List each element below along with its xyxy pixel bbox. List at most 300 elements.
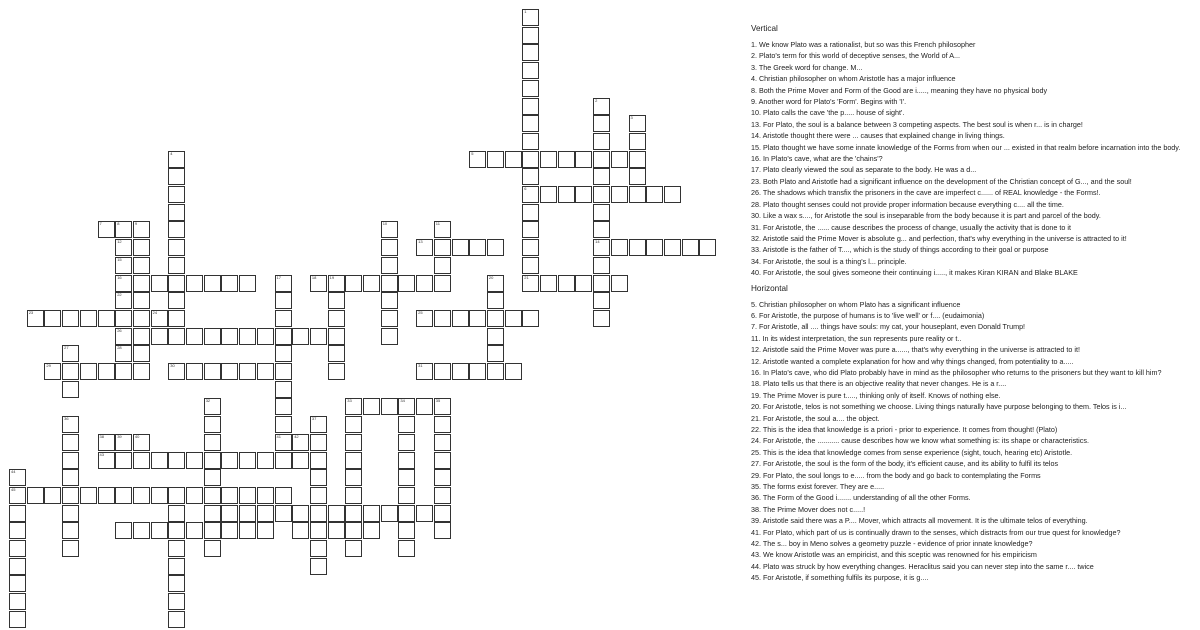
grid-cell[interactable] <box>292 452 309 469</box>
grid-cell[interactable] <box>363 505 380 522</box>
grid-cell[interactable] <box>115 345 132 362</box>
grid-cell[interactable] <box>62 434 79 451</box>
grid-cell[interactable] <box>257 452 274 469</box>
grid-cell[interactable] <box>593 310 610 327</box>
grid-cell[interactable] <box>416 239 433 256</box>
grid-cell[interactable] <box>434 275 451 292</box>
grid-cell[interactable] <box>398 522 415 539</box>
grid-cell[interactable] <box>611 151 628 168</box>
grid-cell[interactable] <box>27 310 44 327</box>
grid-cell[interactable] <box>168 221 185 238</box>
grid-cell[interactable] <box>381 398 398 415</box>
grid-cell[interactable] <box>469 151 486 168</box>
grid-cell[interactable] <box>204 275 221 292</box>
grid-cell[interactable] <box>310 275 327 292</box>
clue-item: 9. Another word for Plato's 'Form'. Begins with 'I'. <box>751 97 907 107</box>
grid-cell[interactable] <box>487 345 504 362</box>
grid-cell[interactable] <box>9 469 26 486</box>
grid-cell[interactable] <box>115 310 132 327</box>
grid-cell[interactable] <box>204 505 221 522</box>
grid-cell[interactable] <box>133 452 150 469</box>
grid-cell[interactable] <box>275 275 292 292</box>
grid-cell[interactable] <box>151 522 168 539</box>
grid-cell[interactable] <box>593 115 610 132</box>
grid-cell[interactable] <box>310 328 327 345</box>
grid-cell[interactable] <box>133 434 150 451</box>
grid-cell[interactable] <box>98 452 115 469</box>
clue-item: 5. Christian philosopher on whom Plato has a significant influence <box>751 299 961 309</box>
grid-cell[interactable] <box>328 275 345 292</box>
grid-cell[interactable] <box>505 151 522 168</box>
grid-cell[interactable] <box>275 310 292 327</box>
grid-cell[interactable] <box>558 151 575 168</box>
grid-cell[interactable] <box>168 363 185 380</box>
grid-cell[interactable] <box>522 275 539 292</box>
grid-cell[interactable] <box>44 310 61 327</box>
grid-cell[interactable] <box>310 505 327 522</box>
grid-cell[interactable] <box>115 328 132 345</box>
grid-cell[interactable] <box>310 469 327 486</box>
grid-cell[interactable] <box>115 257 132 274</box>
grid-cell[interactable] <box>292 522 309 539</box>
grid-cell[interactable] <box>62 416 79 433</box>
grid-cell[interactable] <box>80 310 97 327</box>
grid-cell[interactable] <box>593 186 610 203</box>
grid-cell[interactable] <box>115 452 132 469</box>
grid-cell[interactable] <box>505 363 522 380</box>
grid-cell[interactable] <box>310 522 327 539</box>
clue-number: 11 <box>435 221 440 227</box>
grid-cell[interactable] <box>168 204 185 221</box>
grid-cell[interactable] <box>398 275 415 292</box>
grid-cell[interactable] <box>133 239 150 256</box>
grid-cell[interactable] <box>9 575 26 592</box>
grid-cell[interactable] <box>505 310 522 327</box>
grid-cell[interactable] <box>398 487 415 504</box>
clue-item: 16. In Plato's cave, who did Plato probably have in mind as the philosopher who returns to the prisoners but they want to kill him? <box>751 367 1162 377</box>
grid-cell[interactable] <box>611 186 628 203</box>
grid-cell[interactable] <box>416 310 433 327</box>
clue-item: 18. Plato tells us that there is an objective reality that never changes. He is a r.... <box>751 379 1007 389</box>
grid-cell[interactable] <box>133 328 150 345</box>
grid-cell[interactable] <box>540 151 557 168</box>
grid-cell[interactable] <box>522 186 539 203</box>
grid-cell[interactable] <box>257 328 274 345</box>
grid-cell[interactable] <box>98 363 115 380</box>
grid-cell[interactable] <box>469 363 486 380</box>
grid-cell[interactable] <box>221 275 238 292</box>
grid-cell[interactable] <box>62 469 79 486</box>
grid-cell[interactable] <box>310 558 327 575</box>
grid-cell[interactable] <box>151 452 168 469</box>
grid-cell[interactable] <box>629 239 646 256</box>
grid-cell[interactable] <box>381 257 398 274</box>
grid-cell[interactable] <box>133 221 150 238</box>
grid-cell[interactable] <box>221 505 238 522</box>
grid-cell[interactable] <box>168 310 185 327</box>
grid-cell[interactable] <box>257 363 274 380</box>
grid-cell[interactable] <box>80 487 97 504</box>
grid-cell[interactable] <box>186 363 203 380</box>
grid-cell[interactable] <box>151 310 168 327</box>
grid-cell[interactable] <box>168 151 185 168</box>
grid-cell[interactable] <box>275 398 292 415</box>
grid-cell[interactable] <box>115 487 132 504</box>
grid-cell[interactable] <box>168 611 185 628</box>
grid-cell[interactable] <box>80 363 97 380</box>
grid-cell[interactable] <box>239 487 256 504</box>
grid-cell[interactable] <box>44 487 61 504</box>
grid-cell[interactable] <box>345 275 362 292</box>
grid-cell[interactable] <box>62 505 79 522</box>
grid-cell[interactable] <box>363 275 380 292</box>
grid-cell[interactable] <box>168 575 185 592</box>
grid-cell[interactable] <box>593 239 610 256</box>
grid-cell[interactable] <box>452 239 469 256</box>
grid-cell[interactable] <box>27 487 44 504</box>
grid-cell[interactable] <box>62 452 79 469</box>
grid-cell[interactable] <box>345 416 362 433</box>
grid-cell[interactable] <box>434 505 451 522</box>
grid-cell[interactable] <box>168 487 185 504</box>
grid-cell[interactable] <box>44 363 61 380</box>
grid-cell[interactable] <box>239 452 256 469</box>
grid-cell[interactable] <box>646 186 663 203</box>
grid-cell[interactable] <box>168 593 185 610</box>
grid-cell[interactable] <box>115 239 132 256</box>
grid-cell[interactable] <box>398 540 415 557</box>
grid-cell[interactable] <box>204 328 221 345</box>
grid-cell[interactable] <box>522 204 539 221</box>
grid-cell[interactable] <box>204 434 221 451</box>
grid-cell[interactable] <box>168 257 185 274</box>
grid-cell[interactable] <box>540 275 557 292</box>
grid-cell[interactable] <box>434 221 451 238</box>
grid-cell[interactable] <box>115 275 132 292</box>
grid-cell[interactable] <box>204 416 221 433</box>
grid-cell[interactable] <box>98 221 115 238</box>
grid-cell[interactable] <box>558 275 575 292</box>
grid-cell[interactable] <box>204 487 221 504</box>
clue-number: 18 <box>311 274 317 280</box>
grid-cell[interactable] <box>275 416 292 433</box>
grid-cell[interactable] <box>522 27 539 44</box>
grid-cell[interactable] <box>328 328 345 345</box>
grid-cell[interactable] <box>381 310 398 327</box>
grid-cell[interactable] <box>133 292 150 309</box>
grid-cell[interactable] <box>487 151 504 168</box>
grid-cell[interactable] <box>416 398 433 415</box>
grid-cell[interactable] <box>221 363 238 380</box>
grid-cell[interactable] <box>115 522 132 539</box>
grid-cell[interactable] <box>186 452 203 469</box>
grid-cell[interactable] <box>434 310 451 327</box>
grid-cell[interactable] <box>133 257 150 274</box>
grid-cell[interactable] <box>168 275 185 292</box>
grid-cell[interactable] <box>168 292 185 309</box>
grid-cell[interactable] <box>611 275 628 292</box>
grid-cell[interactable] <box>168 328 185 345</box>
grid-cell[interactable] <box>275 363 292 380</box>
grid-cell[interactable] <box>434 398 451 415</box>
grid-cell[interactable] <box>239 505 256 522</box>
grid-cell[interactable] <box>434 416 451 433</box>
grid-cell[interactable] <box>593 221 610 238</box>
grid-cell[interactable] <box>204 540 221 557</box>
grid-cell[interactable] <box>62 310 79 327</box>
grid-cell[interactable] <box>434 257 451 274</box>
grid-cell[interactable] <box>629 133 646 150</box>
grid-cell[interactable] <box>310 434 327 451</box>
grid-cell[interactable] <box>204 522 221 539</box>
grid-cell[interactable] <box>345 540 362 557</box>
grid-cell[interactable] <box>593 204 610 221</box>
grid-cell[interactable] <box>98 487 115 504</box>
grid-cell[interactable] <box>416 275 433 292</box>
grid-cell[interactable] <box>363 398 380 415</box>
grid-cell[interactable] <box>381 275 398 292</box>
grid-cell[interactable] <box>522 9 539 26</box>
grid-cell[interactable] <box>186 275 203 292</box>
grid-cell[interactable] <box>328 505 345 522</box>
grid-cell[interactable] <box>257 487 274 504</box>
grid-cell[interactable] <box>522 115 539 132</box>
grid-cell[interactable] <box>168 505 185 522</box>
grid-cell[interactable] <box>292 434 309 451</box>
grid-cell[interactable] <box>151 275 168 292</box>
grid-cell[interactable] <box>381 505 398 522</box>
grid-cell[interactable] <box>168 452 185 469</box>
grid-cell[interactable] <box>381 292 398 309</box>
grid-cell[interactable] <box>416 505 433 522</box>
grid-cell[interactable] <box>239 363 256 380</box>
grid-cell[interactable] <box>221 452 238 469</box>
grid-cell[interactable] <box>186 522 203 539</box>
grid-cell[interactable] <box>345 452 362 469</box>
grid-cell[interactable] <box>168 540 185 557</box>
grid-cell[interactable] <box>9 593 26 610</box>
grid-cell[interactable] <box>275 292 292 309</box>
grid-cell[interactable] <box>434 522 451 539</box>
grid-cell[interactable] <box>522 221 539 238</box>
grid-cell[interactable] <box>115 221 132 238</box>
grid-cell[interactable] <box>381 239 398 256</box>
grid-cell[interactable] <box>345 434 362 451</box>
grid-cell[interactable] <box>151 328 168 345</box>
grid-cell[interactable] <box>381 221 398 238</box>
grid-cell[interactable] <box>204 398 221 415</box>
grid-cell[interactable] <box>62 345 79 362</box>
grid-cell[interactable] <box>221 487 238 504</box>
grid-cell[interactable] <box>452 310 469 327</box>
grid-cell[interactable] <box>186 487 203 504</box>
grid-cell[interactable] <box>487 239 504 256</box>
grid-cell[interactable] <box>9 505 26 522</box>
grid-cell[interactable] <box>345 398 362 415</box>
grid-cell[interactable] <box>133 310 150 327</box>
grid-cell[interactable] <box>345 487 362 504</box>
grid-cell[interactable] <box>434 363 451 380</box>
grid-cell[interactable] <box>522 257 539 274</box>
clue-number: 41 <box>276 433 281 439</box>
grid-cell[interactable] <box>522 133 539 150</box>
grid-cell[interactable] <box>168 558 185 575</box>
grid-cell[interactable] <box>275 452 292 469</box>
grid-cell[interactable] <box>487 310 504 327</box>
grid-cell[interactable] <box>611 239 628 256</box>
grid-cell[interactable] <box>522 239 539 256</box>
grid-cell[interactable] <box>629 115 646 132</box>
grid-cell[interactable] <box>398 505 415 522</box>
grid-cell[interactable] <box>151 487 168 504</box>
grid-cell[interactable] <box>522 62 539 79</box>
grid-cell[interactable] <box>416 363 433 380</box>
grid-cell[interactable] <box>434 434 451 451</box>
grid-cell[interactable] <box>168 522 185 539</box>
grid-cell[interactable] <box>328 363 345 380</box>
grid-cell[interactable] <box>522 168 539 185</box>
grid-cell[interactable] <box>487 363 504 380</box>
grid-cell[interactable] <box>62 522 79 539</box>
grid-cell[interactable] <box>452 363 469 380</box>
grid-cell[interactable] <box>629 151 646 168</box>
grid-cell[interactable] <box>257 522 274 539</box>
grid-cell[interactable] <box>168 186 185 203</box>
grid-cell[interactable] <box>575 275 592 292</box>
grid-cell[interactable] <box>522 80 539 97</box>
grid-cell[interactable] <box>398 434 415 451</box>
grid-cell[interactable] <box>593 151 610 168</box>
grid-cell[interactable] <box>398 452 415 469</box>
grid-cell[interactable] <box>275 381 292 398</box>
grid-cell[interactable] <box>469 310 486 327</box>
grid-cell[interactable] <box>133 363 150 380</box>
grid-cell[interactable] <box>275 434 292 451</box>
grid-cell[interactable] <box>558 186 575 203</box>
grid-cell[interactable] <box>292 328 309 345</box>
grid-cell[interactable] <box>593 98 610 115</box>
grid-cell[interactable] <box>328 522 345 539</box>
grid-cell[interactable] <box>310 487 327 504</box>
grid-cell[interactable] <box>98 310 115 327</box>
grid-cell[interactable] <box>328 292 345 309</box>
grid-cell[interactable] <box>62 487 79 504</box>
grid-cell[interactable] <box>133 345 150 362</box>
grid-cell[interactable] <box>9 558 26 575</box>
grid-cell[interactable] <box>593 257 610 274</box>
grid-cell[interactable] <box>664 239 681 256</box>
grid-cell[interactable] <box>204 469 221 486</box>
grid-cell[interactable] <box>522 151 539 168</box>
grid-cell[interactable] <box>593 292 610 309</box>
clue-item: 12. Aristotle wanted a complete explanation for how and why things changed, from potentiality to a..... <box>751 356 1074 366</box>
grid-cell[interactable] <box>133 487 150 504</box>
grid-cell[interactable] <box>168 239 185 256</box>
grid-cell[interactable] <box>221 522 238 539</box>
grid-cell[interactable] <box>434 239 451 256</box>
grid-cell[interactable] <box>522 98 539 115</box>
grid-cell[interactable] <box>239 522 256 539</box>
grid-cell[interactable] <box>275 505 292 522</box>
grid-cell[interactable] <box>62 540 79 557</box>
grid-cell[interactable] <box>204 363 221 380</box>
grid-cell[interactable] <box>186 328 203 345</box>
grid-cell[interactable] <box>593 133 610 150</box>
grid-cell[interactable] <box>168 168 185 185</box>
grid-cell[interactable] <box>398 416 415 433</box>
grid-cell[interactable] <box>363 522 380 539</box>
grid-cell[interactable] <box>345 469 362 486</box>
grid-cell[interactable] <box>310 452 327 469</box>
grid-cell[interactable] <box>310 416 327 433</box>
grid-cell[interactable] <box>98 434 115 451</box>
grid-cell[interactable] <box>434 469 451 486</box>
grid-cell[interactable] <box>62 363 79 380</box>
grid-cell[interactable] <box>239 328 256 345</box>
clue-item: 41. For Plato, which part of us is continually drawn to the senses, which distracts from our true quest for knowledge? <box>751 527 1121 537</box>
grid-cell[interactable] <box>133 522 150 539</box>
grid-cell[interactable] <box>345 522 362 539</box>
grid-cell[interactable] <box>221 328 238 345</box>
grid-cell[interactable] <box>540 186 557 203</box>
grid-cell[interactable] <box>9 540 26 557</box>
grid-cell[interactable] <box>522 310 539 327</box>
grid-cell[interactable] <box>115 292 132 309</box>
grid-cell[interactable] <box>434 487 451 504</box>
grid-cell[interactable] <box>204 452 221 469</box>
grid-cell[interactable] <box>275 487 292 504</box>
grid-cell[interactable] <box>434 452 451 469</box>
grid-cell[interactable] <box>398 469 415 486</box>
grid-cell[interactable] <box>575 151 592 168</box>
grid-cell[interactable] <box>629 168 646 185</box>
grid-cell[interactable] <box>345 505 362 522</box>
grid-cell[interactable] <box>398 398 415 415</box>
grid-cell[interactable] <box>629 186 646 203</box>
grid-cell[interactable] <box>328 310 345 327</box>
grid-cell[interactable] <box>9 487 26 504</box>
grid-cell[interactable] <box>381 328 398 345</box>
clue-item: 30. Like a wax s...., for Aristotle the soul is inseparable from the body because it is part and parcel of the body. <box>751 211 1101 221</box>
grid-cell[interactable] <box>62 381 79 398</box>
grid-cell[interactable] <box>257 505 274 522</box>
grid-cell[interactable] <box>664 186 681 203</box>
grid-cell[interactable] <box>9 522 26 539</box>
grid-cell[interactable] <box>487 328 504 345</box>
grid-cell[interactable] <box>239 275 256 292</box>
grid-cell[interactable] <box>133 275 150 292</box>
grid-cell[interactable] <box>646 239 663 256</box>
grid-cell[interactable] <box>487 275 504 292</box>
grid-cell[interactable] <box>699 239 716 256</box>
grid-cell[interactable] <box>328 345 345 362</box>
grid-cell[interactable] <box>115 434 132 451</box>
grid-cell[interactable] <box>310 540 327 557</box>
grid-cell[interactable] <box>275 328 292 345</box>
grid-cell[interactable] <box>593 168 610 185</box>
grid-cell[interactable] <box>292 505 309 522</box>
grid-cell[interactable] <box>115 363 132 380</box>
grid-cell[interactable] <box>575 186 592 203</box>
grid-cell[interactable] <box>682 239 699 256</box>
clue-item: 19. The Prime Mover is pure t....., thinking only of itself. Knows of nothing else. <box>751 390 1001 400</box>
grid-cell[interactable] <box>275 345 292 362</box>
grid-cell[interactable] <box>9 611 26 628</box>
grid-cell[interactable] <box>522 44 539 61</box>
grid-cell[interactable] <box>593 275 610 292</box>
grid-cell[interactable] <box>469 239 486 256</box>
grid-cell[interactable] <box>487 292 504 309</box>
